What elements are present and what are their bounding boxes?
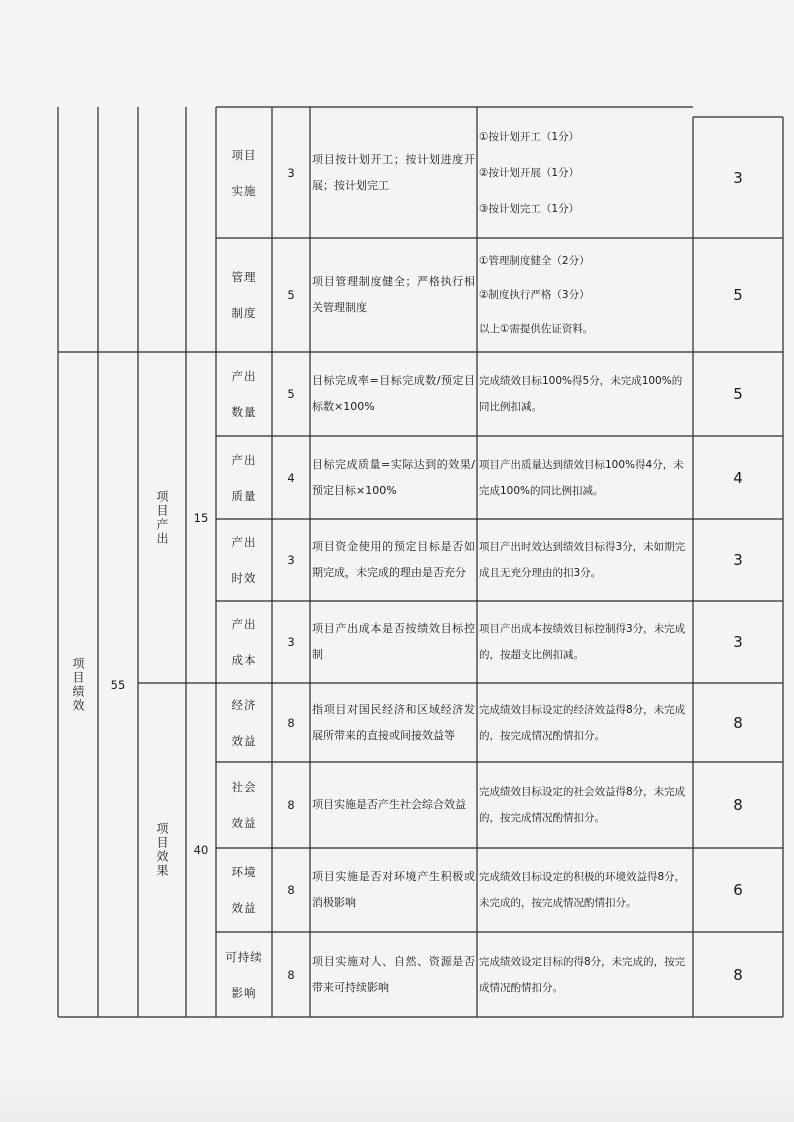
table-row-weight: 5 <box>287 387 295 401</box>
table-row-score: 3 <box>733 633 743 651</box>
table-row-label: 可持续 影响 <box>225 949 263 1000</box>
table-row-label: 管理 制度 <box>231 270 257 320</box>
table-row-description: 项目实施是否对环境产生积极或消极影响 <box>312 870 475 909</box>
table-row-weight: 8 <box>287 967 295 982</box>
table-row-description: 指项目对国民经济和区域经济发展所带来的直接或间接效益等 <box>312 702 475 742</box>
table-row-weight: 3 <box>287 553 295 567</box>
table-row-score: 6 <box>733 881 743 899</box>
table-row-score: 8 <box>733 713 743 732</box>
level1-weight-cell <box>98 352 138 1017</box>
table-row-score: 3 <box>733 168 743 187</box>
table-row-weight: 3 <box>287 165 295 180</box>
table-row-criteria: 项目产出成本按绩效目标控制得3分，未完成的，按超支比例扣减。 <box>479 623 686 661</box>
group-output-label-cell <box>138 352 186 683</box>
group-effect-label-cell <box>138 683 186 1017</box>
table-row-description: 项目实施是否产生社会综合效益 <box>312 798 466 811</box>
table-row-criteria: ①按计划开工（1分） ②按计划开展（1分） ③按计划完工（1分） <box>479 130 580 215</box>
table-row-description: 目标完成率=目标完成数/预定目标数×100% <box>312 374 475 413</box>
table-row-criteria: 完成绩效目标设定的社会效益得8分，未完成的，按完成情况酌情扣分。 <box>479 786 686 824</box>
table-row-description: 项目按计划开工；按计划进度开展；按计划完工 <box>312 152 475 192</box>
table-row-description: 项目产出成本是否按绩效目标控制 <box>312 622 475 661</box>
table-row-criteria: 完成绩效目标设定的经济效益得8分，未完成的，按完成情况酌情扣分。 <box>479 703 686 742</box>
group-output-label: 项目产出 <box>155 489 169 546</box>
table-row-label: 产出 质量 <box>231 452 257 503</box>
table-row-criteria: 项目产出时效达到绩效目标得3分，未如期完成且无充分理由的扣3分。 <box>479 541 686 579</box>
table-row-criteria: 完成绩效设定目标的得8分，未完成的，按完成情况酌情扣分。 <box>479 955 686 994</box>
table-row-label: 社会 效益 <box>231 780 257 830</box>
table-row-label: 项目 实施 <box>231 147 257 198</box>
table-row-description: 项目管理制度健全；严格执行相关管理制度 <box>312 275 475 314</box>
table-row-label: 经济 效益 <box>231 697 257 748</box>
group-effect-label: 项目效果 <box>155 822 169 878</box>
table-row-description: 项目实施对人、自然、资源是否带来可持续影响 <box>312 954 475 994</box>
scan-shadow <box>0 1065 794 1122</box>
table-row-score: 5 <box>733 385 743 403</box>
table-row-weight: 8 <box>287 715 295 730</box>
table-row-score: 4 <box>733 468 743 487</box>
table-row-weight: 8 <box>287 883 295 897</box>
table-row-weight: 3 <box>287 635 295 649</box>
table-row-description: 项目资金使用的预定目标是否如期完成，未完成的理由是否充分 <box>312 540 475 579</box>
level1-label-cell <box>58 352 98 1017</box>
table-row-weight: 4 <box>287 470 295 485</box>
table-row-criteria: 完成绩效目标设定的积极的环境效益得8分，未完成的，按完成情况酌情扣分。 <box>479 871 686 909</box>
level1-weight: 55 <box>110 677 126 692</box>
table-row-criteria: ①管理制度健全（2分） ②制度执行严格（3分） 以上①需提供佐证资料。 <box>479 255 594 335</box>
table-row-label: 产出 时效 <box>231 535 257 585</box>
table-row-criteria: 完成绩效目标100%得5分，未完成100%的同比例扣减。 <box>479 375 683 413</box>
table-row-score: 8 <box>733 796 743 814</box>
table-row-description: 目标完成质量=实际达到的效果/预定目标×100% <box>312 457 475 497</box>
group-effect-weight-cell <box>186 683 216 1017</box>
table-row-label: 产出 数量 <box>231 369 257 419</box>
group-effect-weight: 40 <box>193 843 209 857</box>
table-row-criteria: 项目产出质量达到绩效目标100%得4分，未完成100%的同比例扣减。 <box>479 458 684 497</box>
table-row-label: 产出 成本 <box>231 617 257 667</box>
level1-label: 项目绩效 <box>71 656 85 713</box>
group-output-weight: 15 <box>193 510 209 525</box>
table-row-score: 3 <box>733 551 743 569</box>
table-row-label: 环境 效益 <box>231 865 257 915</box>
table-row-score: 8 <box>733 965 743 984</box>
table-row-weight: 8 <box>287 798 295 812</box>
group-output-weight-cell <box>186 352 216 683</box>
table-row-weight: 5 <box>287 288 295 302</box>
table-row-score: 5 <box>733 286 743 304</box>
